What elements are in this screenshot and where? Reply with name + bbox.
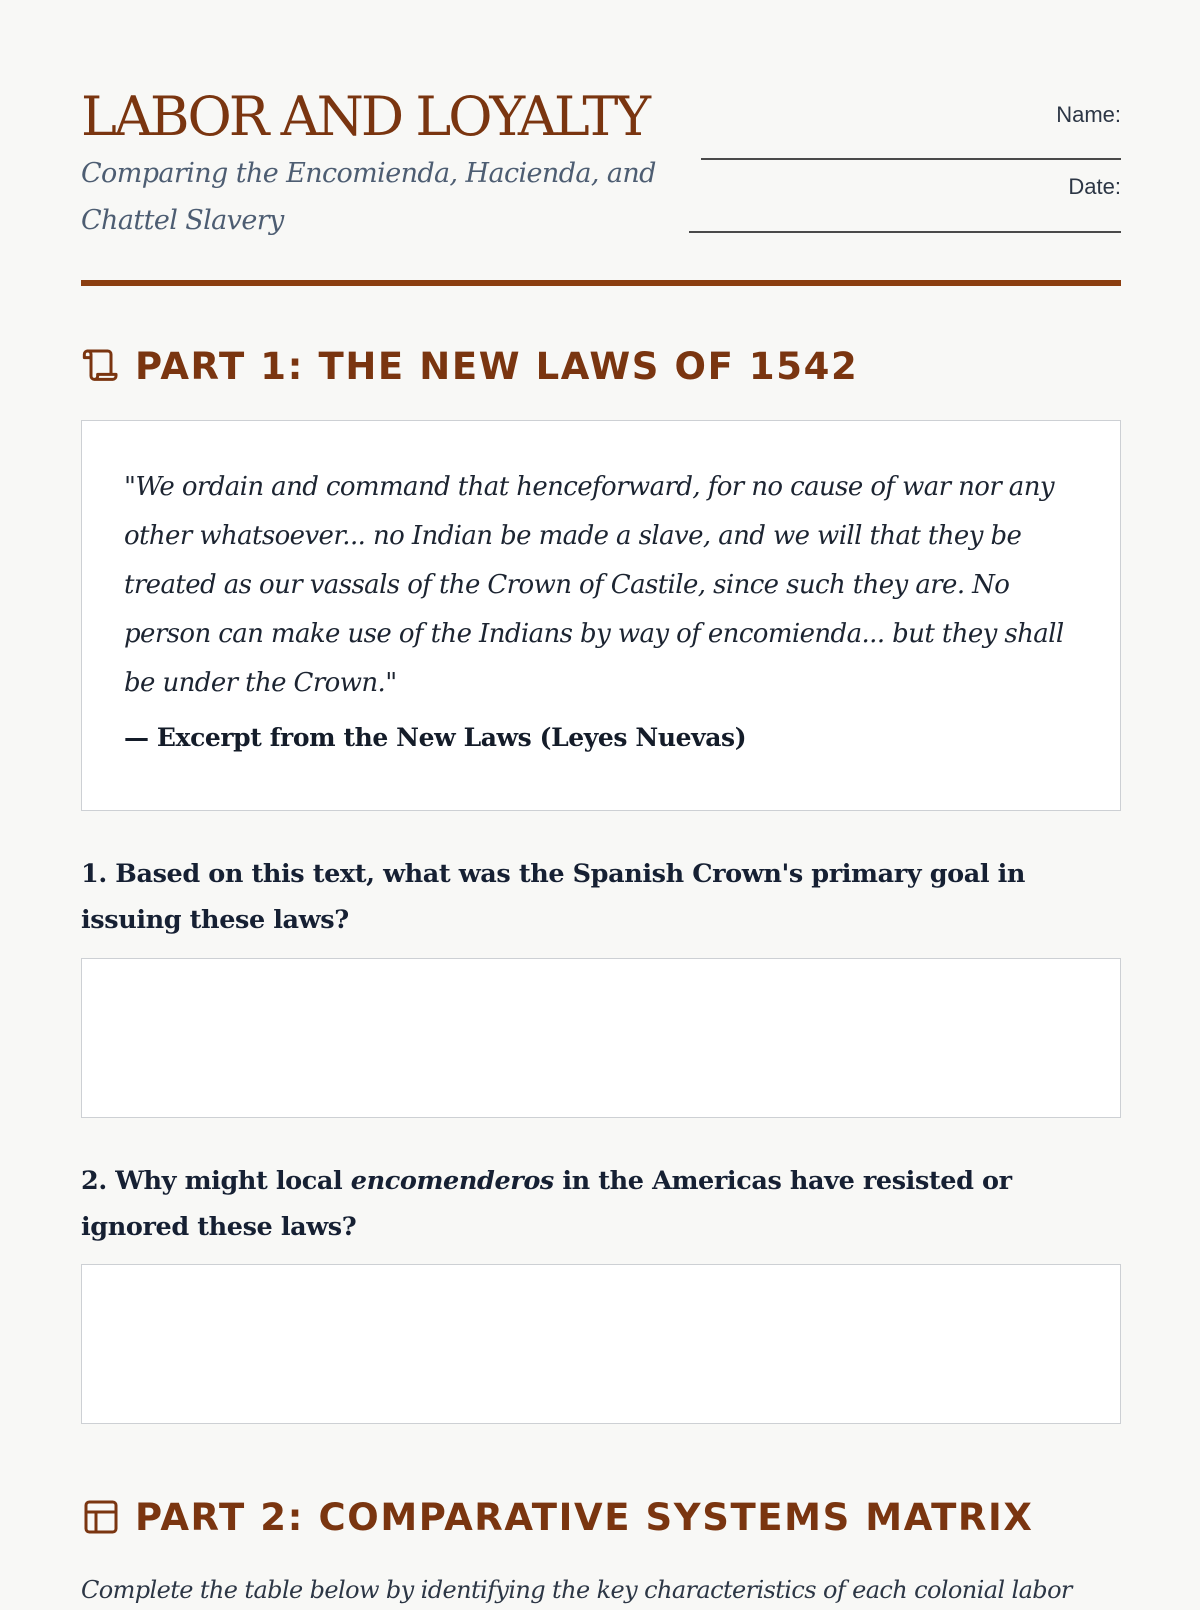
quote-text: "We ordain and command that henceforward, for no cause of war nor any other whatsoever... no Indian be made a slave, and we will that they be treated as our vassals of the Crown of Castile, since such they are. No person can make use of the Indians by way of encomienda... but they shall be under the Crown." — [124, 472, 1064, 698]
scroll-icon — [81, 346, 121, 386]
quote-source: — Excerpt from the New Laws (Leyes Nuevas) — [124, 723, 747, 752]
date-label: Date: — [1068, 174, 1121, 199]
answer-box-2[interactable] — [81, 1264, 1121, 1424]
page-title: LABOR AND LOYALTY — [81, 85, 649, 148]
part2-heading — [81, 1494, 1034, 1540]
question-2-suffix: in the Americas have resisted or ignored these laws? — [81, 1166, 1012, 1242]
part2-title: PART 2: COMPARATIVE SYSTEMS MATRIX — [135, 1495, 1034, 1539]
part1-title: PART 1: THE NEW LAWS OF 1542 — [135, 344, 859, 388]
answer-box-1[interactable] — [81, 958, 1121, 1118]
header-divider — [81, 280, 1121, 286]
date-field[interactable] — [689, 231, 1121, 233]
question-2 — [81, 1158, 1081, 1250]
worksheet-header — [81, 82, 1121, 236]
part2-instructions: Complete the table below by identifying the key characteristics of each colonial labor — [81, 1576, 1072, 1604]
worksheet-page — [81, 0, 1121, 1604]
table-icon — [81, 1497, 121, 1537]
question-1: 1. Based on this text, what was the Spanish Crown's primary goal in issuing these laws? — [81, 859, 1026, 935]
name-label: Name: — [1056, 102, 1121, 127]
name-field[interactable] — [701, 158, 1121, 160]
question-2-emphasis: encomenderos — [350, 1166, 554, 1196]
question-2-prefix: 2. Why might local — [81, 1166, 351, 1196]
page-subtitle: Comparing the Encomienda, Hacienda, and Chattel Slavery — [81, 158, 656, 236]
primary-source-quote — [81, 420, 1121, 811]
part1-heading — [81, 343, 858, 389]
